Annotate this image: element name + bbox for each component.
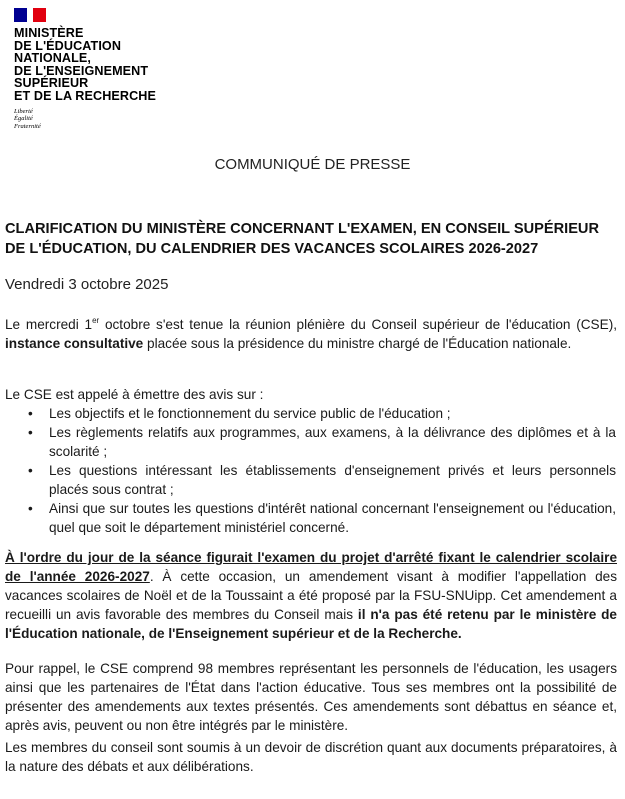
motto-line: Liberté [14,107,33,115]
paragraph-reminder: Pour rappel, le CSE comprend 98 membres représentant les personnels de l'éducation, les usagers ainsi que les partenaires de l'État dans l'action éducative. Tous ses membres ont la possibilité de présenter des amendements aux textes présentés. Ces amendements sont débattus en séance et, après avis, peuvent ou non être intégrés par le ministère. [5,661,617,733]
flag-red-stripe [33,8,46,22]
superscript: er [92,316,100,325]
underlined-text: À l'ordre du jour de la séance figurait l'examen du projet d'arrêté fixant le calendrier scolaire de l'année 2026-2027 [5,550,617,584]
republic-motto [14,108,156,131]
list-item: • Les objectifs et le fonctionnement du service public de l'éducation ; [28,404,616,423]
ministry-line: DE L'ÉDUCATION [14,38,122,53]
motto-line: Fraternité [14,122,41,130]
paragraph-cse-role: Le CSE est appelé à émettre des avis sur : [5,387,264,402]
ministry-line: DE L'ENSEIGNEMENT [14,63,149,78]
ministry-line: MINISTÈRE [14,26,84,40]
paragraph-meeting [5,315,617,353]
list-item: • Les questions intéressant les établissements d'enseignement privés et leurs personnels placés sous contrat ; [28,461,616,499]
bold-text: instance consultative [5,336,144,351]
french-flag-icon [14,8,46,22]
flag-blue-stripe [14,8,27,22]
ministry-line: NATIONALE, [14,51,92,66]
list-item: • Ainsi que sur toutes les questions d'intérêt national concernant l'enseignement ou l'éducation, quel que soit le département ministériel concerné. [28,499,616,537]
text-span: Le mercredi 1 [5,317,93,332]
release-date: Vendredi 3 octobre 2025 [5,276,169,293]
ministry-line: SUPÉRIEUR [14,76,89,91]
ministry-logo [14,8,156,130]
text-span: octobre s'est tenue la réunion plénière du Conseil supérieur de l'éducation (CSE), [99,317,617,332]
motto-line: Égalité [14,115,33,123]
text-span: placée sous la présidence du ministre chargé de l'Éducation nationale. [143,336,572,351]
ministry-name [14,27,156,103]
bold-text: il n'a pas été retenu par le ministère de l'Éducation nationale, de l'Enseignement supérieur et de la Recherche. [5,607,617,641]
list-item: • Les règlements relatifs aux programmes, aux examens, à la délivrance des diplômes et à la scolarité ; [28,423,616,461]
paragraph-discretion: Les membres du conseil sont soumis à un devoir de discrétion quant aux documents préparatoires, à la nature des débats et aux délibérations. [5,740,617,774]
document-type: COMMUNIQUÉ DE PRESSE [214,156,411,173]
press-release-title: CLARIFICATION DU MINISTÈRE CONCERNANT L'EXAMEN, EN CONSEIL SUPÉRIEUR DE L'ÉDUCATION, DU CALENDRIER DES VACANCES SCOLAIRES 2026-2027 [5,221,600,257]
paragraph-amendment [5,548,617,643]
cse-opinion-list [28,404,616,537]
ministry-line: ET DE LA RECHERCHE [14,88,156,103]
text-span: . À cette occasion, un amendement visant à modifier l'appellation des vacances scolaires de Noël et de la Toussaint a été proposé par la FSU-SNUipp. Cet amendement a recueilli un avis favorable des membres du Conseil mais [5,569,617,622]
